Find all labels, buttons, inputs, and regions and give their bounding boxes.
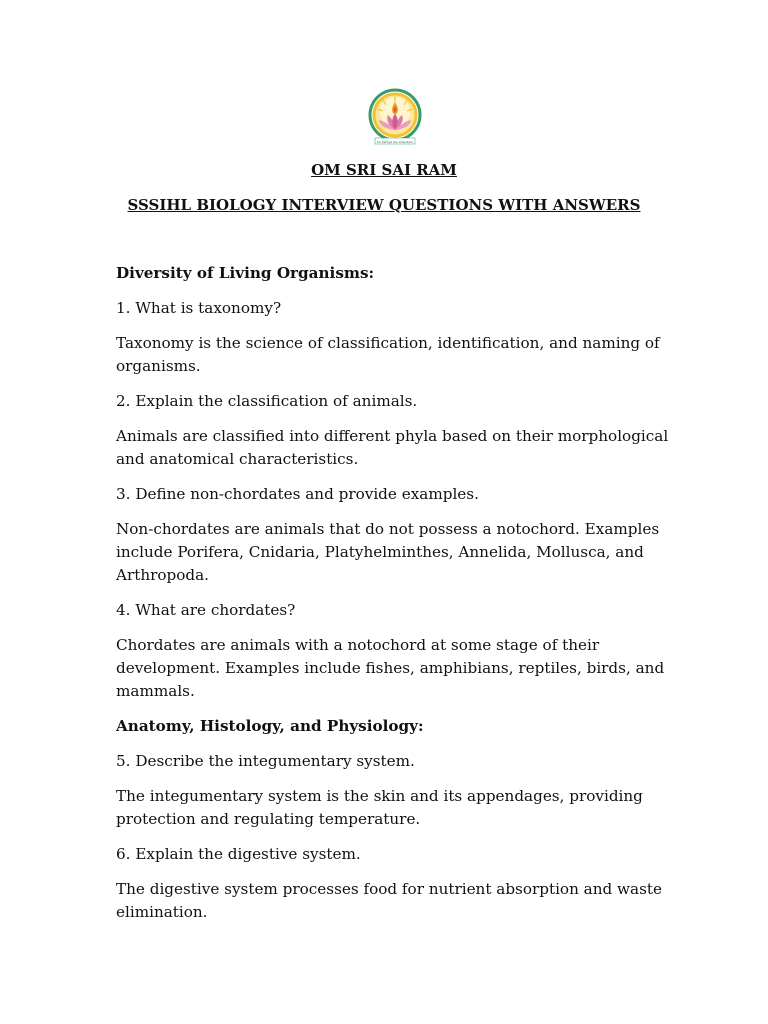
- answer-1: Taxonomy is the science of classification, identification, and naming of organisms.: [116, 334, 660, 375]
- question-5: 5. Describe the integumentary system.: [116, 752, 415, 770]
- question-2: 2. Explain the classification of animals.: [116, 392, 418, 410]
- document-body: [116, 262, 672, 936]
- header-title: OM SRI SAI RAM: [311, 161, 457, 179]
- section-heading-anatomy: Anatomy, Histology, and Physiology:: [116, 717, 424, 735]
- question-3: 3. Define non-chordates and provide examples.: [116, 485, 479, 503]
- answer-6: The digestive system processes food for nutrient absorption and waste elimination.: [116, 880, 663, 921]
- question-4: 4. What are chordates?: [116, 601, 296, 619]
- lotus-flame-emblem-icon: [366, 88, 424, 146]
- logo-caption: Sri Sathya Sai Anandam: [376, 140, 414, 144]
- question-1: 1. What is taxonomy?: [116, 299, 282, 317]
- answer-5: The integumentary system is the skin and its appendages, providing protection and regulating temperature.: [116, 787, 643, 828]
- answer-2: Animals are classified into different phyla based on their morphological and anatomical characteristics.: [116, 427, 669, 468]
- answer-4: Chordates are animals with a notochord at some stage of their development. Examples include fishes, amphibians, reptiles, birds, and mammals.: [116, 636, 665, 700]
- question-6: 6. Explain the digestive system.: [116, 845, 361, 863]
- answer-3: Non-chordates are animals that do not possess a notochord. Examples include Porifera, Cnidaria, Platyhelminthes, Annelida, Mollusca, and Arthropoda.: [116, 520, 660, 584]
- document-title: SSSIHL BIOLOGY INTERVIEW QUESTIONS WITH ANSWERS: [127, 196, 641, 214]
- section-heading-diversity: Diversity of Living Organisms:: [116, 264, 375, 282]
